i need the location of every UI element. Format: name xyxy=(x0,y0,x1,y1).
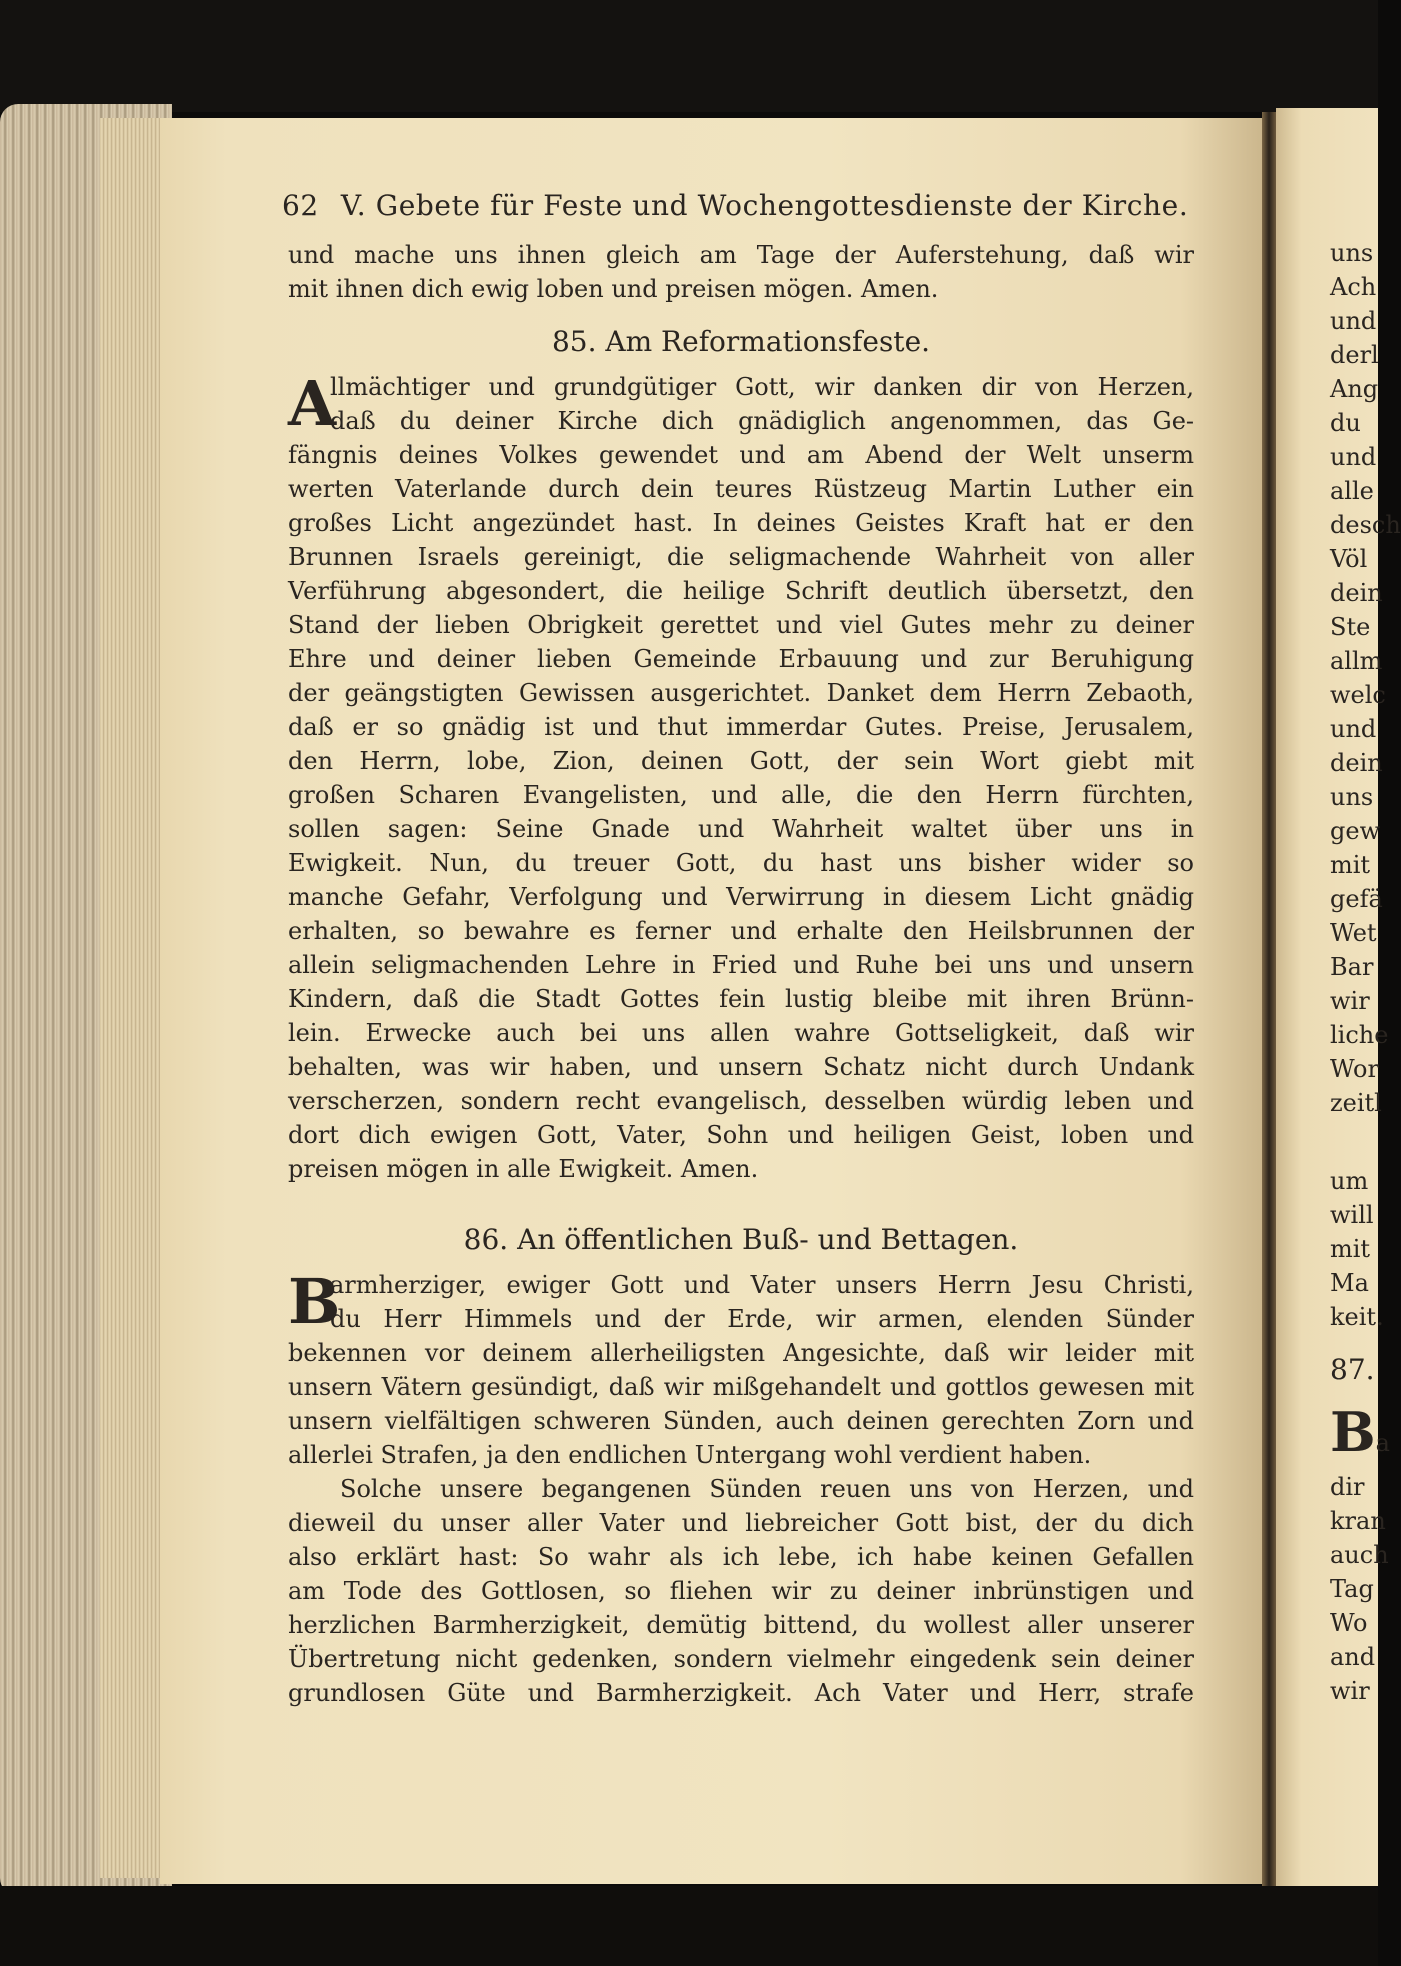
right-page-line: wir xyxy=(1330,1677,1370,1705)
right-page-line: uns xyxy=(1330,783,1374,811)
text-line: am Tode des Gottlosen, so fliehen wir zu deiner inbrünstigen und xyxy=(288,1577,1194,1605)
text-line: werten Vaterlande durch dein teures Rüstzeug Martin Luther ein xyxy=(288,475,1194,503)
text-line: allein seligmachenden Lehre in Fried und Ruhe bei uns und unsern xyxy=(288,951,1194,979)
right-page-line: dein xyxy=(1330,579,1383,607)
right-page-line: du xyxy=(1330,409,1361,437)
right-page-line: mit xyxy=(1330,851,1371,879)
right-page-line: and xyxy=(1330,1643,1376,1671)
right-page-line: welc xyxy=(1330,681,1386,709)
right-page-line: gefä xyxy=(1330,885,1383,913)
section-86-body xyxy=(288,1265,1194,1710)
right-page-line: zeitl xyxy=(1330,1089,1382,1117)
text-line: den Herrn, lobe, Zion, deinen Gott, der sein Wort giebt mit xyxy=(288,747,1194,775)
text-line: fängnis deines Volkes gewendet und am Abend der Welt unserm xyxy=(288,441,1194,469)
text-line: behalten, was wir haben, und unsern Schatz nicht durch Undank xyxy=(288,1053,1194,1081)
text-line: unsern vielfältigen schweren Sünden, auch deinen gerechten Zorn und xyxy=(288,1407,1194,1435)
right-page-dropcap-tail: a xyxy=(1375,1429,1390,1457)
text-line: dieweil du unser aller Vater und liebreicher Gott bist, der du dich xyxy=(288,1509,1194,1537)
text-line: Solche unsere begangenen Sünden reuen uns von Herzen, und xyxy=(340,1475,1194,1503)
right-page-line: Bar xyxy=(1330,953,1374,981)
text-line: du Herr Himmels und der Erde, wir armen, elenden Sünder xyxy=(330,1305,1194,1333)
text-line: unsern Vätern gesündigt, daß wir mißgehandelt und gottlos gewesen mit xyxy=(288,1373,1194,1401)
right-page-line: und xyxy=(1330,307,1377,335)
text-line: daß du deiner Kirche dich gnädiglich angenommen, das Ge- xyxy=(330,407,1194,435)
text-line: lein. Erwecke auch bei uns allen wahre Gottseligkeit, daß wir xyxy=(288,1019,1194,1047)
right-page-line: allm xyxy=(1330,647,1383,675)
intro-paragraph xyxy=(288,238,1194,306)
right-page-line: derl xyxy=(1330,341,1379,369)
right-page-section-heading: 87. xyxy=(1330,1353,1375,1386)
drop-cap: B xyxy=(288,1265,341,1338)
text-line: manche Gefahr, Verfolgung und Verwirrung in diesem Licht gnädig xyxy=(288,883,1194,911)
book-gutter xyxy=(1262,112,1276,1888)
text-line: großes Licht angezündet hast. In deines Geistes Kraft hat er den xyxy=(288,509,1194,537)
text-line: Übertretung nicht gedenken, sondern vielmehr eingedenk sein deiner xyxy=(288,1645,1194,1673)
right-page-line: gew xyxy=(1330,817,1381,845)
drop-cap: B xyxy=(1330,1400,1376,1464)
right-page-line: Wo xyxy=(1330,1609,1368,1637)
text-line: bekennen vor deinem allerheiligsten Angesichte, daß wir leider mit xyxy=(288,1339,1194,1367)
book-cover-top xyxy=(0,0,1378,112)
text-line: herzlichen Barmherzigkeit, demütig bittend, du wollest aller unserer xyxy=(288,1611,1194,1639)
right-page-line: kran xyxy=(1330,1507,1386,1535)
section-86-heading: 86. An öffentlichen Buß- und Bettagen. xyxy=(463,1223,1019,1256)
text-line: llmächtiger und grundgütiger Gott, wir danken dir von Herzen, xyxy=(330,373,1194,401)
right-page-line: desch xyxy=(1330,511,1401,539)
right-page-line: Wor xyxy=(1330,1055,1379,1083)
section-85-heading: 85. Am Reformationsfeste. xyxy=(551,325,931,358)
running-head-title: V. Gebete für Feste und Wochengottesdienste der Kirche. xyxy=(340,189,1189,222)
page-number: 62 xyxy=(282,189,319,222)
right-page-line: Ach xyxy=(1330,273,1377,301)
running-head xyxy=(282,186,1222,226)
right-page-line: dein xyxy=(1330,749,1383,777)
right-page-line: Tag xyxy=(1330,1575,1374,1603)
book-cover-bottom xyxy=(0,1886,1378,1966)
right-page-line: liche xyxy=(1330,1021,1389,1049)
text-line: grundlosen Güte und Barmherzigkeit. Ach Vater und Herr, strafe xyxy=(288,1679,1194,1707)
right-page-line: Wet xyxy=(1330,919,1377,947)
right-page-line: um xyxy=(1330,1167,1369,1195)
text-line: und mache uns ihnen gleich am Tage der Auferstehung, daß wir xyxy=(288,241,1194,269)
text-line: preisen mögen in alle Ewigkeit. Amen. xyxy=(288,1155,759,1183)
text-line: Verführung abgesondert, die heilige Schrift deutlich übersetzt, den xyxy=(288,577,1194,605)
right-page-line: will xyxy=(1330,1201,1374,1229)
text-line: also erklärt hast: So wahr als ich lebe, ich habe keinen Gefallen xyxy=(288,1543,1194,1571)
text-line: Ehre und deiner lieben Gemeinde Erbauung und zur Beruhigung xyxy=(288,645,1194,673)
right-page-line: uns xyxy=(1330,239,1374,267)
text-line: der geängstigten Gewissen ausgerichtet. Danket dem Herrn Zebaoth, xyxy=(288,679,1194,707)
text-line: armherziger, ewiger Gott und Vater unsers Herrn Jesu Christi, xyxy=(330,1271,1194,1299)
text-line: Brunnen Israels gereinigt, die seligmachende Wahrheit von aller xyxy=(288,543,1194,571)
text-line: verscherzen, sondern recht evangelisch, desselben würdig leben und xyxy=(288,1087,1194,1115)
drop-cap: A xyxy=(288,367,337,440)
right-page-line: und xyxy=(1330,443,1377,471)
text-line: Stand der lieben Obrigkeit gerettet und viel Gutes mehr zu deiner xyxy=(288,611,1194,639)
right-page-line: alle xyxy=(1330,477,1374,505)
text-line: sollen sagen: Seine Gnade und Wahrheit waltet über uns in xyxy=(288,815,1194,843)
right-page-line: und xyxy=(1330,715,1377,743)
right-page-line: auch xyxy=(1330,1541,1389,1569)
right-page-line: Völ xyxy=(1330,545,1368,573)
right-page-line: Ste xyxy=(1330,613,1371,641)
right-page-line: Ang xyxy=(1330,375,1379,403)
section-85-body xyxy=(288,367,1194,1186)
right-page-line: Ma xyxy=(1330,1269,1369,1297)
right-page-line: keit. xyxy=(1330,1303,1384,1331)
right-page-line: dir xyxy=(1330,1473,1365,1501)
right-page-dropcap-line xyxy=(1330,1400,1390,1464)
text-line: daß er so gnädig ist und thut immerdar Gutes. Preise, Jerusalem, xyxy=(288,713,1194,741)
text-line: Kindern, daß die Stadt Gottes fein lustig bleibe mit ihren Brünn- xyxy=(288,985,1194,1013)
text-line: erhalten, so bewahre es ferner und erhalte den Heilsbrunnen der xyxy=(288,917,1194,945)
text-line: Ewigkeit. Nun, du treuer Gott, du hast uns bisher wider so xyxy=(288,849,1194,877)
right-page-line: mit xyxy=(1330,1235,1371,1263)
right-page-line: wir xyxy=(1330,987,1370,1015)
text-line: dort dich ewigen Gott, Vater, Sohn und heiligen Geist, loben und xyxy=(288,1121,1194,1149)
text-line: allerlei Strafen, ja den endlichen Untergang wohl verdient haben. xyxy=(288,1441,1092,1469)
text-line: großen Scharen Evangelisten, und alle, die den Herrn fürchten, xyxy=(288,781,1194,809)
text-line: mit ihnen dich ewig loben und preisen mögen. Amen. xyxy=(288,275,939,303)
